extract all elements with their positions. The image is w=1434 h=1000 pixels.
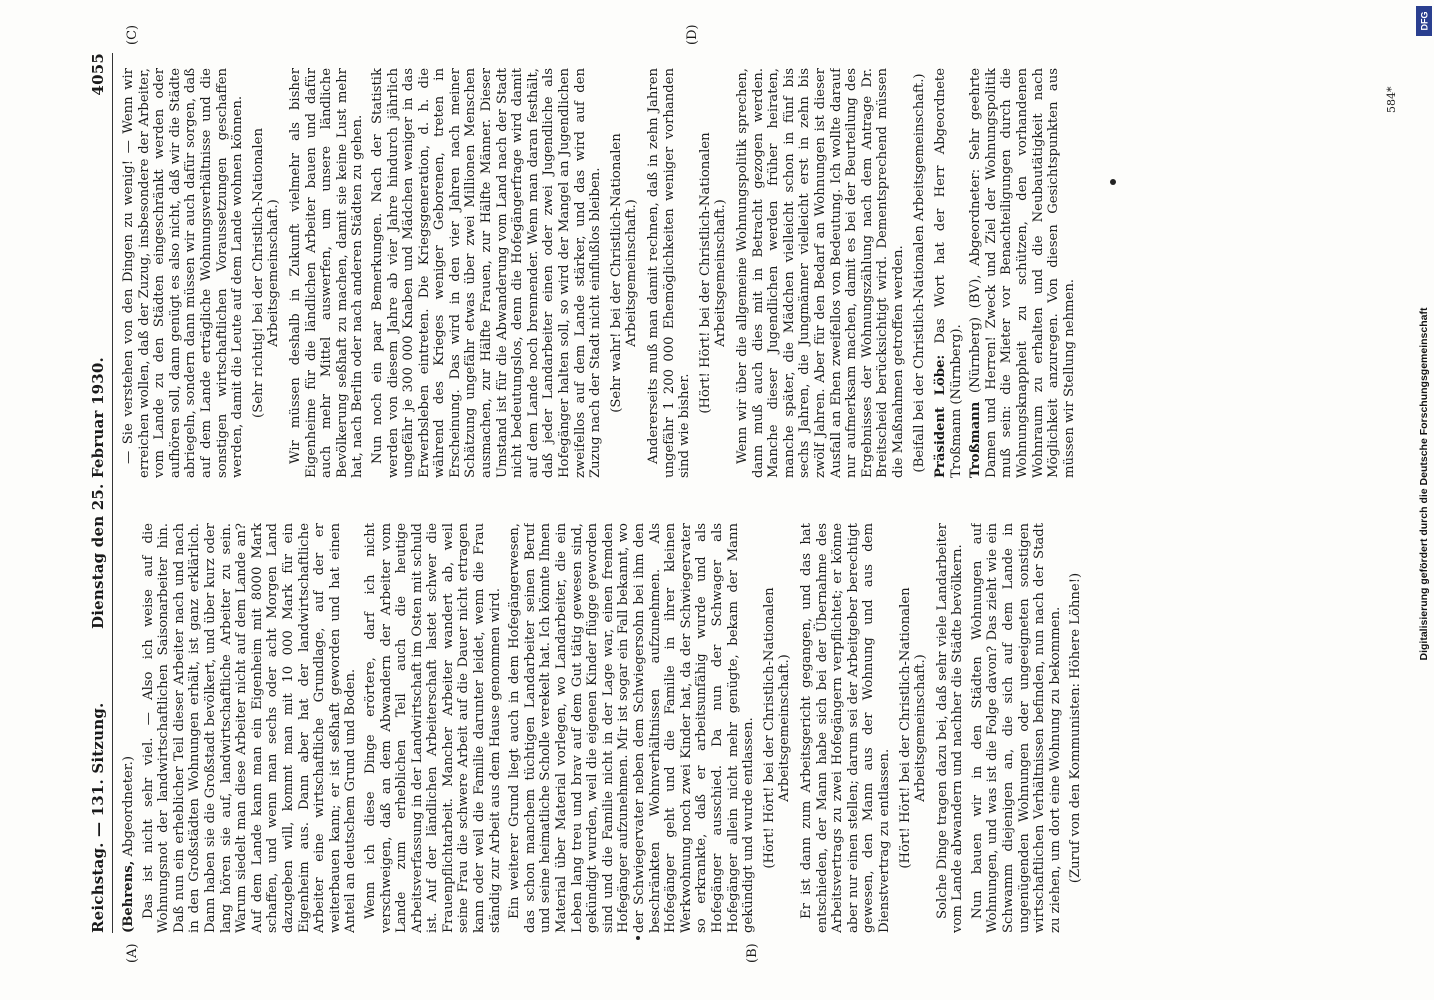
header-rule bbox=[112, 53, 113, 933]
body-paragraph: Andererseits muß man damit rechnen, daß in zehn Jahren ungefähr 1 200 000 Ehemöglichkeiten weniger vorhanden sind wie bisher. bbox=[646, 68, 693, 478]
right-column bbox=[121, 68, 1391, 478]
body-paragraph: Wenn wir über die allgemeine Wohnungspolitik sprechen, dann muß auch dies mit in Betracht gezogen werden. Manche dieser Jugendlichen werden früher heiraten, manche später, die Mädchen vielleicht schon in fünf bis sechs Jahren, die Jungmänner vielleicht erst in zehn bis zwölf Jahren. Aber für den Bedarf an Wohnungen ist dieser Ausfall an Ehen zweifellos von Bedeutung. Ich wollte darauf nur aufmerksam machen, damit es bei der Beurteilung des Ergebnisses der Wohnungszählung nach dem Antrage Dr. Breitscheid berücksichtigt wird. Dementsprechend müssen die Maßnahmen getroffen werden. bbox=[734, 68, 906, 478]
ink-speck bbox=[1110, 179, 1116, 185]
speech-text: Das Wort hat der Herr Abgeordnete Troßmann (Nürnberg). bbox=[933, 68, 964, 478]
body-paragraph: Er ist dann zum Arbeitsgericht gegangen, und das hat entschieden, der Mann habe sich bei der Übernahme des Arbeitsvertrags zu zwei Hofegängern verpflichtet; er könne aber nur einen stellen; darum sei der Arbeitgeber berechtigt gewesen, den Mann aus der Wohnung und aus dem Dienstvertrag zu entlassen. bbox=[798, 523, 892, 933]
interjection: (Hört! Hört! bei der Christlich-Nationalen Arbeitsgemeinschaft.) bbox=[897, 587, 929, 869]
running-header bbox=[85, 53, 113, 933]
interjection: (Beifall bei der Christlich-Nationalen Arbeitsgemeinschaft.) bbox=[911, 73, 927, 473]
body-paragraph: — Sie verstehen von den Dingen zu wenig! — Wenn wir erreichen wollen, daß der Zuzug, insbesondere der Arbeiter, vom Lande zu den Städten eingeschränkt werden oder aufhören soll, dann genügt es also nicht, daß wir die Städte abriegeln, sondern dann müssen wir auch dafür sorgen, daß auf dem Lande erträgliche Wohnungsverhältnisse und die sonstigen wirtschaftlichen Voraussetzungen geschaffen werden, damit die Leute auf dem Lande wohnen können. bbox=[121, 68, 246, 478]
speaker-paragraph bbox=[121, 523, 137, 933]
interjection: (Hört! Hört! bei der Christlich-Nationalen Arbeitsgemeinschaft.) bbox=[697, 132, 729, 414]
body-paragraph: Solche Dinge tragen dazu bei, daß sehr viele Landarbeiter vom Lande abwandern und nachher die Städte bevölkern. bbox=[934, 523, 966, 933]
header-session: Reichstag. — 131. Sitzung. bbox=[89, 702, 107, 933]
interjection: (Zuruf von den Kommunisten: Höhere Löhne!) bbox=[1068, 572, 1084, 884]
margin-marker-a: (A) bbox=[125, 943, 140, 963]
speaker-name: Präsident Löbe: bbox=[933, 354, 949, 478]
speaker-role: Abgeordneter.) bbox=[121, 756, 136, 861]
dfg-logo-text: DFG bbox=[1419, 11, 1429, 31]
ink-speck bbox=[636, 936, 640, 940]
interjection: (Sehr wahr! bei der Christlich-Nationalen Arbeitsgemeinschaft.) bbox=[608, 133, 640, 413]
body-paragraph: Ein weiterer Grund liegt auch in dem Hofegängerwesen, das schon manchem tüchtigen Landarbeiter seinen Beruf und seine heimatliche Scholle verekelt hat. Ich könnte Ihnen Material über Material vorlegen, wo Landarbeiter, die ein Leben lang treu und brav auf dem Gut tätig gewesen sind, gekündigt wurden, weil die eigenen Kinder flügge geworden sind und die Familie nicht in der Lage war, einen fremden Hofegänger aufzunehmen. Mir ist sogar ein Fall bekannt, wo der Schwiegervater neben dem Schwiegersohn bei ihm den beschränkten Wohnverhältnissen aufzunehmen. Als Hofegänger geht und die Familie in ihrer kleinen Werkwohnung noch zwei Kinder hat, da der Schwiegervater so erkrankte, daß er arbeitsunfähig wurde und als Hofegänger ausschied. Da nun der Schwager als Hofegänger allein nicht mehr genügte, bekam der Mann gekündigt und wurde entlassen. bbox=[507, 523, 757, 933]
interjection: (Hört! Hört! bei der Christlich-Nationalen Arbeitsgemeinschaft.) bbox=[761, 587, 793, 869]
sheet-signature: 584* bbox=[1385, 86, 1398, 113]
speaker-name: Troßmann bbox=[968, 401, 984, 478]
body-paragraph: Wenn ich diese Dinge erörtere, darf ich nicht verschweigen, daß an dem Abwandern der Arbeiter vom Lande zum erheblichen Teil auch die heutige Arbeitsverfassung in der Landwirtschaft im Osten mit schuld ist. Auf der ländlichen Arbeiterschaft lastet schwer die Frauenpflichtarbeit. Mancher Arbeiter wandert ab, weil seine Frau die schwere Arbeit auf die Dauer nicht ertragen kann oder weil die Familie darunter leidet, wenn die Frau ständig zur Arbeit aus dem Hause genommen wird. bbox=[362, 523, 503, 933]
body-paragraph: Wir müssen deshalb in Zukunft vielmehr als bisher Eigenheime für die ländlichen Arbeiter bauen und dafür auch mehr Mittel auswerfen, um unsere ländliche Bevölkerung seßhaft zu machen, damit sie keine Lust mehr hat, nach Berlin oder nach anderen Städten zu gehen. bbox=[287, 68, 366, 478]
body-paragraph: Das ist nicht sehr viel. — Also ich weise auf die Wohnungsnot der landwirtschaftlichen Saisonarbeiter hin. Daß nun ein erheblicher Teil dieser Arbeiter nach und nach in den Großstädten Wohnungen erhält, ist ganz erklärlich. Dann haben sie die Großstadt bevölkert, und über kurz oder lang hören sie auf, landwirtschaftliche Arbeiter zu sein. Warum siedelt man diese Arbeiter nicht auf dem Lande an? Auf dem Lande kann man ein Eigenheim mit 8000 Mark schaffen, und wenn man sechs oder acht Morgen Land dazugeben will, kommt man mit 10 000 Mark für ein Eigenheim aus. Dann aber hat der landwirtschaftliche Arbeiter eine wirtschaftliche Grundlage, auf der er weiterbauen kann; er ist seßhaft geworden und hat einen Anteil an deutschem Grund und Boden. bbox=[140, 523, 359, 933]
margin-marker-b: (B) bbox=[745, 943, 760, 963]
speaker-role: (Nürnberg) (BV), Abgeordneter: bbox=[968, 168, 984, 402]
speaker-paragraph bbox=[968, 68, 1077, 478]
body-paragraph: Nun bauen wir in den Städten Wohnungen auf Wohnungen, und was ist die Folge davon? Das zieht wie ein Schwamm diejenigen an, die sich auf dem Lande in ungenügenden Wohnungen oder ungeeigneten sonstigen wirtschaftlichen Verhältnissen befinden, nun nach der Stadt zu ziehen, um dort eine Wohnung zu bekommen. bbox=[969, 523, 1063, 933]
rotated-document-page bbox=[85, 24, 1405, 963]
speaker-paragraph bbox=[933, 68, 964, 478]
speech-text: Sehr geehrte Damen und Herren! Zweck und Ziel der Wohnungspolitik muß sein: die Mieter vor Benachteiligungen durch die Wohnungsknappheit zu schützen, den vorhandenen Wohnraum zu erhalten und die Neubautätigkeit nach Möglichkeit anzuregen. Von diesen Gesichtspunkten aus müssen wir Stellung nehmen. bbox=[968, 68, 1077, 478]
interjection: (Sehr richtig! bei der Christlich-Nationalen Arbeitsgemeinschaft.) bbox=[250, 128, 282, 418]
header-date: Dienstag den 25. Februar 1930. bbox=[89, 357, 107, 629]
dfg-funding-notice: Digitalisierung gefördert durch die Deutsche Forschungsgemeinschaft bbox=[1418, 307, 1430, 661]
body-paragraph: Nun noch ein paar Bemerkungen. Nach der Statistik werden von diesem Jahre ab vier Jahre hindurch jährlich ungefähr je 300 000 Knaben und Mädchen weniger in das Erwerbsleben eintreten. Die Kriegsgeneration, d. h. die während des Krieges weniger Geborenen, treten in Erscheinung. Das wird in den vier Jahren nach meiner Schätzung ungefähr etwas über zwei Millionen Menschen ausmachen, zur Hälfte Frauen, zur Hälfte Männer. Dieser Umstand ist für die Abwanderung vom Land nach der Stadt nicht bedeutungslos, denn die Hofegängerfrage wird damit auf dem Lande noch brennender. Wenn man daran festhält, daß jeder Landarbeiter einen oder zwei Jugendliche als Hofegänger halten soll, so wird der Mangel an Jugendlichen zweifellos auf dem Lande stärker, und das wird auf den Zuzug nach der Stadt nicht einflußlos bleiben. bbox=[369, 68, 604, 478]
dfg-logo bbox=[1416, 6, 1432, 36]
left-column bbox=[121, 523, 1391, 933]
margin-marker-d: (D) bbox=[685, 24, 700, 45]
margin-marker-c: (C) bbox=[125, 24, 140, 45]
page-number: 4055 bbox=[89, 53, 107, 96]
speaker-name: (Behrens, bbox=[121, 860, 136, 933]
